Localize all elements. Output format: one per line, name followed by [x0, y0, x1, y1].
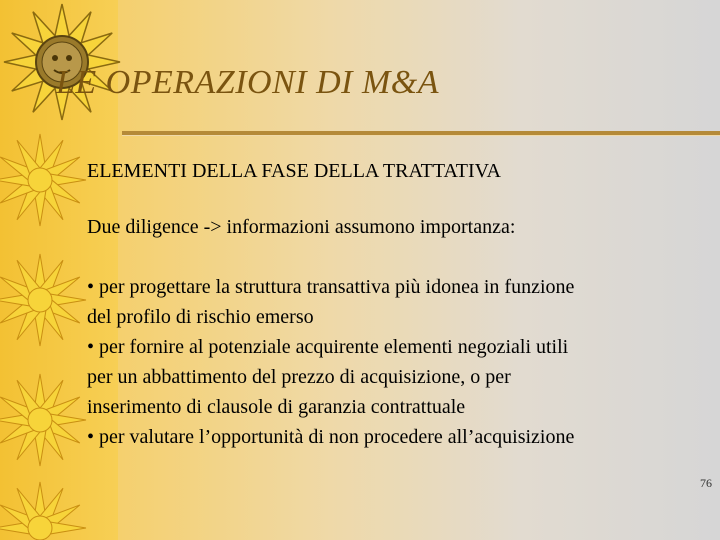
- bullet-line: per un abbattimento del prezzo di acquisizione, o per: [87, 366, 511, 388]
- sun-medallion-icon: [4, 4, 120, 120]
- sun-icon: [0, 374, 86, 466]
- bullet-line: del profilo di rischio emerso: [87, 306, 314, 328]
- page-number: 76: [700, 476, 712, 490]
- bullet-line: inserimento di clausole di garanzia contrattuale: [87, 396, 466, 418]
- title-divider: [122, 131, 720, 136]
- bullet-line: • per progettare la struttura transattiva più idonea in funzione: [87, 276, 575, 298]
- sun-icon: [0, 254, 86, 346]
- intro-paragraph: Due diligence -> informazioni assumono importanza:: [87, 216, 516, 238]
- sun-icon: [0, 134, 86, 226]
- sun-icon: [0, 482, 86, 540]
- bullet-line: • per fornire al potenziale acquirente elementi negoziali utili: [87, 336, 569, 358]
- bullet-list: [87, 272, 687, 452]
- bullet-line: • per valutare l’opportunità di non procedere all’acquisizione: [87, 426, 575, 448]
- slide-subtitle: ELEMENTI DELLA FASE DELLA TRATTATIVA: [87, 160, 501, 182]
- slide-title: LE OPERAZIONI DI M&A: [56, 64, 440, 101]
